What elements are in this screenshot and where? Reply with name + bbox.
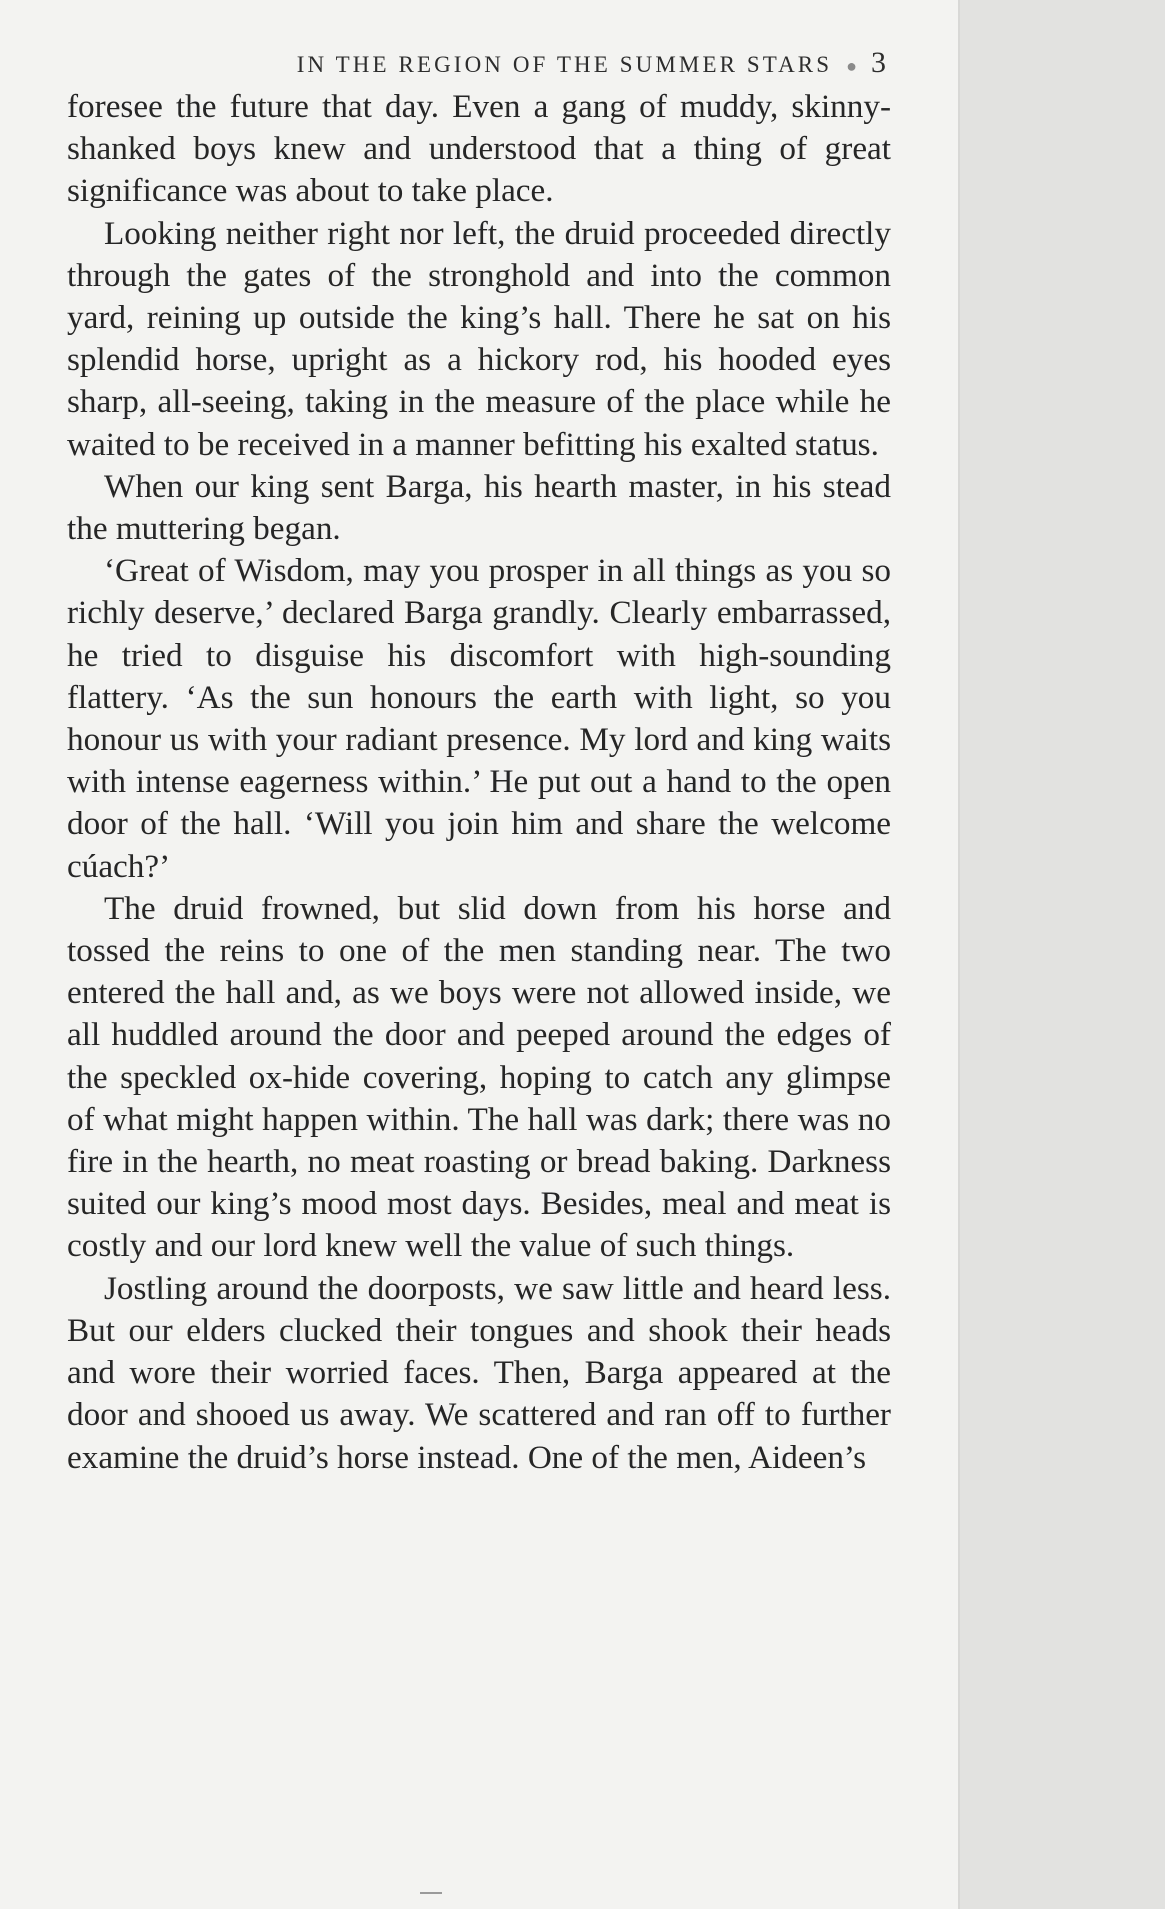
paragraph: Jostling around the doorposts, we saw little and heard less. But our elders clucked their tongues and shook their heads and wore their worried faces. Then, Barga appeared at the door and shooed us away. We scattered and ran off to further examine the druid’s horse instead. One of the men, Aideen’s <box>67 1269 891 1476</box>
paragraph: ‘Great of Wisdom, may you prosper in all things as you so richly deserve,’ declared Barga grandly. Clearly embarrassed, he tried to disguise his discomfort with high-sounding flattery. ‘As the sun honours the earth with light, so you honour us with your radiant presence. My lord and king waits with intense eagerness within.’ He put out a hand to the open door of the hall. ‘Will you join him and share the welcome cúach?’ <box>67 552 891 885</box>
separator-bullet-icon: ● <box>846 56 857 76</box>
paragraph: When our king sent Barga, his hearth master, in his stead the muttering began. <box>67 467 891 548</box>
page-number: 3 <box>871 46 886 79</box>
running-head <box>297 46 886 80</box>
paragraph: Looking neither right nor left, the druid proceeded directly through the gates of the stronghold and into the common yard, reining up outside the king’s hall. There he sat on his splendid horse, upright as a hickory rod, his hooded eyes sharp, all-seeing, taking in the measure of the place while he waited to be received in a manner befitting his exalted status. <box>67 214 891 463</box>
paragraph: foresee the future that day. Even a gang of muddy, skinny-shanked boys knew and understood that a thing of great significance was about to take place. <box>67 88 891 210</box>
paragraph: The druid frowned, but slid down from his horse and tossed the reins to one of the men standing near. The two entered the hall and, as we boys were not allowed inside, we all huddled around the door and peeped around the edges of the speckled ox-hide covering, hoping to catch any glimpse of what might happen within. The hall was dark; there was no fire in the hearth, no meat roasting or bread baking. Darkness suited our king’s mood most days. Besides, meal and meat is costly and our lord knew well the value of such things. <box>67 889 891 1265</box>
body-text <box>67 86 891 1479</box>
running-title: IN THE REGION OF THE SUMMER STARS <box>296 52 833 77</box>
page-edge-mark <box>420 1892 442 1894</box>
